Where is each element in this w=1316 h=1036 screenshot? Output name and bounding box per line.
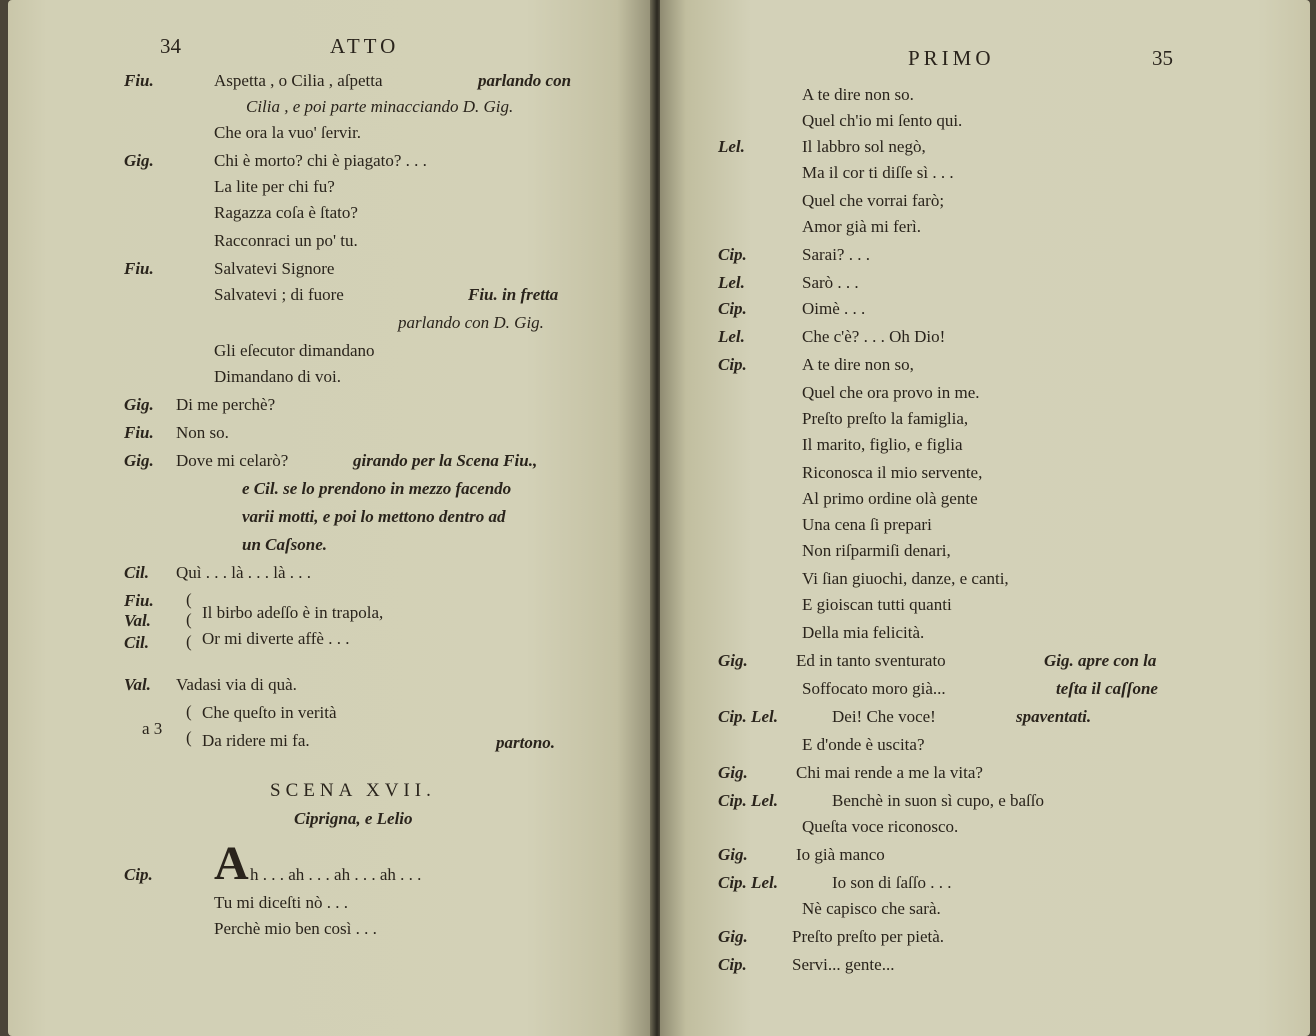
stage-direction: spaventati. [1016, 707, 1092, 726]
brace-mark: ( [186, 610, 192, 629]
speaker-name: Cip. [718, 245, 747, 264]
speaker-name: Gig. [124, 151, 154, 170]
stage-direction: parlando con D. Gig. [398, 313, 544, 332]
verse-line: Benchè in suon sì cupo, e baſſo [832, 791, 1044, 810]
right-page [660, 0, 1310, 1036]
stage-direction: Gig. apre con la [1044, 651, 1157, 670]
left-page [8, 0, 656, 1036]
verse-line: Chi è morto? chi è piagato? . . . [214, 151, 427, 170]
verse-line: Vi ſian giuochi, danze, e canti, [802, 569, 1009, 588]
speaker-name: Val. [124, 675, 151, 694]
verse-line: E gioiscan tutti quanti [802, 595, 952, 614]
stage-direction: teſta il caſſone [1056, 679, 1158, 698]
verse-line: Dove mi celarò? [176, 451, 289, 470]
verse-line: Una cena ſi prepari [802, 515, 932, 534]
verse-line: Della mia felicità. [802, 623, 925, 642]
verse-line: Che queſto in verità [202, 703, 337, 722]
verse-line: Quel ch'io mi ſento qui. [802, 111, 963, 130]
speaker-name: Cip. [718, 955, 747, 974]
verse-line: Soffocato moro già... [802, 679, 946, 698]
stage-direction: girando per la Scena Fiu., [353, 451, 538, 470]
verse-line: h . . . ah . . . ah . . . ah . . . [250, 865, 422, 884]
speaker-name: Cip. Lel. [718, 707, 778, 726]
verse-line: Cilia , e poi parte minacciando D. Gig. [246, 97, 514, 116]
verse-line: Tu mi diceſti nò . . . [214, 893, 348, 912]
speaker-name: Lel. [718, 137, 745, 156]
speaker-name: Cip. Lel. [718, 791, 778, 810]
verse-line: Riconosca il mio servente, [802, 463, 983, 482]
speaker-name: Gig. [718, 651, 748, 670]
verse-line: Oimè . . . [802, 299, 866, 318]
verse-line: Ed in tanto sventurato [796, 651, 946, 670]
brace-mark: ( [186, 632, 192, 651]
verse-line: Il marito, figlio, e figlia [802, 435, 963, 454]
page-number-left: 34 [160, 34, 181, 58]
verse-line: Quì . . . là . . . là . . . [176, 563, 312, 582]
verse-line: Vadasi via di quà. [176, 675, 297, 694]
running-header-right: PRIMO [908, 46, 995, 70]
verse-line: Il labbro sol negò, [802, 137, 926, 156]
speaker-name: Gig. [124, 451, 154, 470]
verse-line: Sarò . . . [802, 273, 859, 292]
verse-line: Or mi diverte affè . . . [202, 629, 350, 648]
speaker-name: Gig. [718, 845, 748, 864]
speaker-name: Cip. [718, 299, 747, 318]
brace-mark: ( [186, 590, 192, 609]
speaker-name: Lel. [718, 327, 745, 346]
speaker-name: Cil. [124, 633, 150, 652]
speaker-name: Fiu. [124, 259, 154, 278]
verse-line: A te dire non so. [802, 85, 914, 104]
verse-line: Gli eſecutor dimandano [214, 341, 375, 360]
stage-direction: Fiu. in fretta [468, 285, 559, 304]
stage-direction: partono. [496, 733, 556, 752]
verse-line: Salvatevi ; di fuore [214, 285, 344, 304]
verse-line: Che c'è? . . . Oh Dio! [802, 327, 946, 346]
speaker-name: Cil. [124, 563, 150, 582]
speaker-name: Cip. [718, 355, 747, 374]
verse-line: La lite per chi fu? [214, 177, 335, 196]
brace-mark: ( [186, 702, 192, 721]
verse-line: Preſto preſto per pietà. [792, 927, 945, 946]
verse-line: Amor già mi ferì. [802, 217, 921, 236]
stage-direction: parlando con [478, 71, 572, 90]
scene-characters: Ciprigna, e Lelio [294, 809, 413, 828]
verse-line: Chi mai rende a me la vita? [796, 763, 983, 782]
verse-line: Non riſparmiſi denari, [802, 541, 951, 560]
scene-title: SCENA XVII. [270, 780, 436, 801]
stage-direction: un Caſsone. [242, 535, 328, 554]
speaker-name: Fiu. [124, 423, 154, 442]
verse-line: Che ora la vuo' ſervir. [214, 123, 362, 142]
verse-line: Racconraci un po' tu. [214, 231, 358, 250]
drop-cap: A [214, 837, 249, 890]
verse-line: Nè capisco che sarà. [802, 899, 941, 918]
verse-line: Dei! Che voce! [832, 707, 936, 726]
verse-line: Al primo ordine olà gente [802, 489, 978, 508]
verse-line: A te dire non so, [802, 355, 914, 374]
speaker-name: Cip. [124, 865, 153, 884]
speaker-name: Gig. [718, 927, 748, 946]
a3-label: a 3 [142, 719, 163, 738]
verse-line: Quel che vorrai farò; [802, 191, 945, 210]
running-header-left: ATTO [330, 34, 400, 58]
verse-line: Il birbo adeſſo è in trapola, [202, 603, 384, 622]
speaker-name: Cip. Lel. [718, 873, 778, 892]
verse-line: E d'onde è uscita? [802, 735, 925, 754]
stage-direction: e Cil. se lo prendono in mezzo facendo [242, 479, 512, 498]
verse-line: Non so. [176, 423, 229, 442]
verse-line: Da ridere mi fa. [202, 731, 310, 750]
verse-line: Servi... gente... [792, 955, 895, 974]
verse-line: Io son di ſaſſo . . . [832, 873, 952, 892]
verse-line: Dimandano di voi. [214, 367, 342, 386]
verse-line: Io già manco [796, 845, 885, 864]
verse-line: Quel che ora provo in me. [802, 383, 980, 402]
verse-line: Perchè mio ben così . . . [214, 919, 377, 938]
speaker-name: Fiu. [124, 591, 154, 610]
brace-mark: ( [186, 728, 192, 747]
verse-line: Sarai? . . . [802, 245, 870, 264]
verse-line: Ragazza coſa è ſtato? [214, 203, 358, 222]
verse-line: Preſto preſto la famiglia, [802, 409, 969, 428]
speaker-name: Lel. [718, 273, 745, 292]
stage-direction: varii motti, e poi lo mettono dentro ad [242, 507, 506, 526]
verse-line: Ma il cor ti diſſe sì . . . [802, 163, 954, 182]
verse-line: Aspetta , o Cilia , aſpetta [214, 71, 383, 90]
verse-line: Salvatevi Signore [214, 259, 335, 278]
speaker-name: Fiu. [124, 71, 154, 90]
verse-line: Di me perchè? [176, 395, 276, 414]
verse-line: Queſta voce riconosco. [802, 817, 959, 836]
page-number-right: 35 [1152, 46, 1173, 70]
speaker-name: Gig. [718, 763, 748, 782]
speaker-name: Gig. [124, 395, 154, 414]
speaker-name: Val. [124, 611, 151, 630]
